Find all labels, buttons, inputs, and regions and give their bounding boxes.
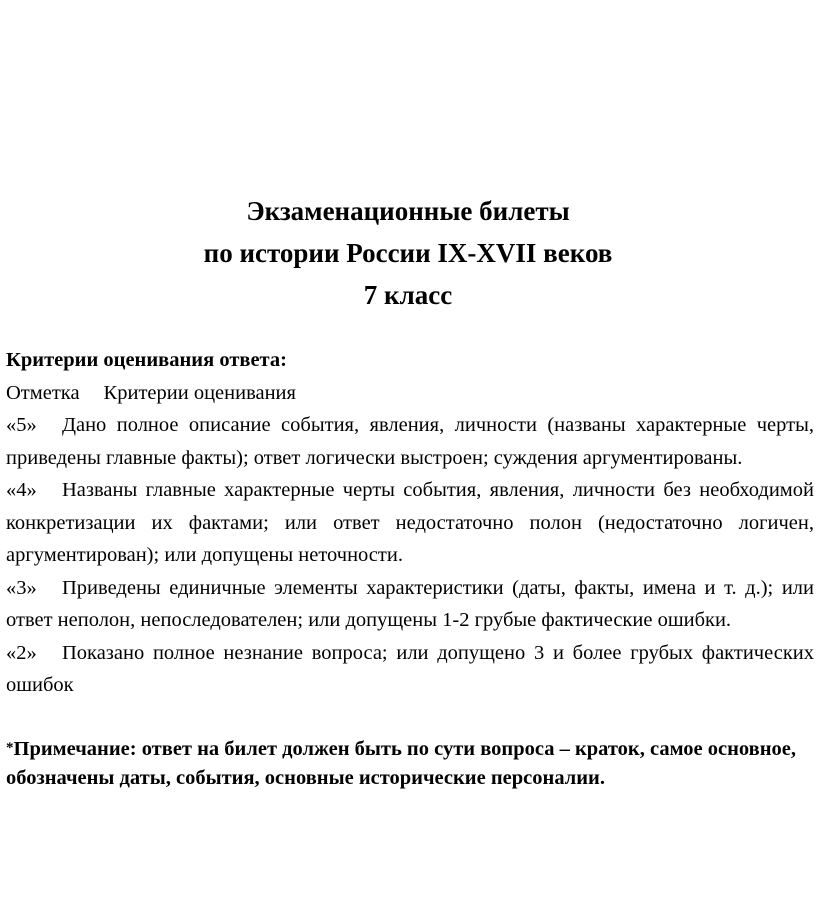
- criteria-heading: Критерии оценивания ответа:: [6, 349, 287, 371]
- column-criteria-label: Критерии оценивания: [103, 381, 296, 404]
- columns-header: [6, 377, 814, 410]
- grade-4-item: [6, 474, 814, 572]
- grade-mark: «4»: [6, 479, 37, 501]
- grade-mark: «5»: [6, 414, 37, 436]
- grade-2-item: [6, 637, 814, 702]
- criteria-section: [6, 344, 814, 793]
- grade-mark: «3»: [6, 576, 37, 599]
- note-block: [6, 734, 814, 793]
- grade-description: Показано полное незнание вопроса; или допущено 3 и более грубых фактических ошибок: [6, 641, 814, 696]
- column-mark-label: Отметка: [6, 381, 80, 404]
- grade-mark: «2»: [6, 641, 37, 664]
- document-title: [0, 190, 816, 316]
- grade-description: Приведены единичные элементы характеристики (даты, факты, имена и т. д.); или ответ неполон, непоследователен; или допущены 1-2 грубые фактические ошибки.: [6, 576, 814, 631]
- grade-3-item: [6, 572, 814, 637]
- title-line-1: Экзаменационные билеты: [246, 196, 570, 226]
- grade-description: Дано полное описание события, явления, личности (названы характерные черты, приведены главные факты); ответ логически выстроен; суждения аргументированы.: [6, 414, 814, 469]
- note-text: Примечание: ответ на билет должен быть по сути вопроса – краток, самое основное, обозначены даты, события, основные исторические персоналии.: [6, 737, 797, 789]
- grade-description: Названы главные характерные черты события, явления, личности без необходимой конкретизации их фактами; или ответ недостаточно полон (недостаточно логичен, аргументирован); или допущены неточности.: [6, 479, 814, 566]
- title-line-3: 7 класс: [363, 280, 453, 310]
- grade-5-item: [6, 409, 814, 474]
- title-line-2: по истории России IX-XVII веков: [203, 238, 613, 268]
- note-star: *: [6, 739, 14, 756]
